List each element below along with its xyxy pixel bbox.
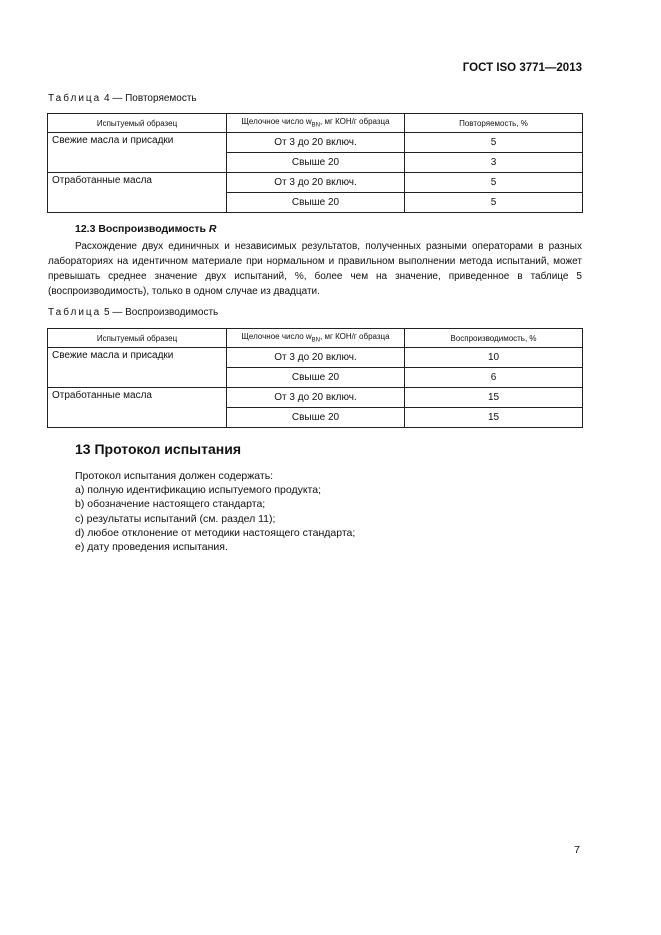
table-header-row xyxy=(48,329,583,348)
table5-caption-label: Таблица xyxy=(48,307,102,318)
sample-cell: Отработанные масла xyxy=(48,388,227,428)
range-cell: От 3 до 20 включ. xyxy=(227,348,405,368)
table-row xyxy=(48,133,583,153)
range-cell: От 3 до 20 включ. xyxy=(227,133,405,153)
list-item: a) полную идентификацию испытуемого продукта; xyxy=(75,484,321,497)
list-item: d) любое отклонение от методики настоящего стандарта; xyxy=(75,526,356,539)
value-cell: 5 xyxy=(405,133,583,153)
table5-caption xyxy=(48,307,218,318)
col-header-base-number xyxy=(227,114,405,133)
col-header-sample: Испытуемый образец xyxy=(48,114,227,133)
range-cell: Свыше 20 xyxy=(227,408,405,428)
col-header-subscript: BN xyxy=(311,337,321,344)
list-item: b) обозначение настоящего стандарта; xyxy=(75,498,266,511)
value-cell: 10 xyxy=(405,348,583,368)
list-item: Протокол испытания должен содержать: xyxy=(75,470,274,482)
table4-caption-label: Таблица xyxy=(48,93,102,104)
value-cell: 15 xyxy=(405,408,583,428)
col-header-subscript: BN xyxy=(311,122,321,129)
col-header-base-number-text: Щелочное число w xyxy=(241,117,312,127)
section-13-heading: 13 Протокол испытания xyxy=(75,441,241,457)
section-12-3-text: Расхождение двух единичных и независимых результатов, полученных разными операторами в разных лабораториях на идентичном материале при нормальном и правильном выполнении метода испытаний, может превышать среднее значение двух испытаний, %, более чем на значение, приведенное в таблице 5 (воспроизводимость), только в одном случае из двадцати. xyxy=(48,241,582,297)
table4-caption-text: 4 — Повторяемость xyxy=(104,93,197,104)
value-cell: 3 xyxy=(405,153,583,173)
page-number: 7 xyxy=(574,844,580,856)
table5 xyxy=(47,328,583,428)
range-cell: От 3 до 20 включ. xyxy=(227,388,405,408)
section-12-3-paragraph xyxy=(48,239,582,299)
col-header-base-number-unit: , мг КОН/г образца xyxy=(320,332,390,342)
range-cell: Свыше 20 xyxy=(227,153,405,173)
col-header-base-number-unit: , мг КОН/г образца xyxy=(320,117,390,127)
value-cell: 6 xyxy=(405,368,583,388)
range-cell: От 3 до 20 включ. xyxy=(227,173,405,193)
list-item: c) результаты испытаний (см. раздел 11); xyxy=(75,512,276,525)
value-cell: 15 xyxy=(405,388,583,408)
section-13-list xyxy=(75,469,355,554)
section-12-3-heading xyxy=(75,223,216,235)
list-item: e) дату проведения испытания. xyxy=(75,541,228,554)
table4 xyxy=(47,113,583,213)
sample-cell: Отработанные масла xyxy=(48,173,227,213)
table-row xyxy=(48,173,583,193)
table-row xyxy=(48,388,583,408)
document-code: ГОСТ ISO 3771—2013 xyxy=(462,62,582,74)
table-header-row xyxy=(48,114,583,133)
value-cell: 5 xyxy=(405,193,583,213)
table5-caption-text: 5 — Воспроизводимость xyxy=(104,307,219,318)
sample-cell: Свежие масла и присадки xyxy=(48,133,227,173)
table4-caption xyxy=(48,93,197,104)
sample-cell: Свежие масла и присадки xyxy=(48,348,227,388)
col-header-sample: Испытуемый образец xyxy=(48,329,227,348)
col-header-repeatability: Повторяемость, % xyxy=(405,114,583,133)
section-12-3-symbol: R xyxy=(208,223,217,235)
section-12-3-title: 12.3 Воспроизводимость xyxy=(75,223,209,235)
range-cell: Свыше 20 xyxy=(227,193,405,213)
range-cell: Свыше 20 xyxy=(227,368,405,388)
col-header-reproducibility: Воспроизводимость, % xyxy=(405,329,583,348)
col-header-base-number xyxy=(227,329,405,348)
col-header-base-number-text: Щелочное число w xyxy=(241,332,312,342)
table-row xyxy=(48,348,583,368)
value-cell: 5 xyxy=(405,173,583,193)
